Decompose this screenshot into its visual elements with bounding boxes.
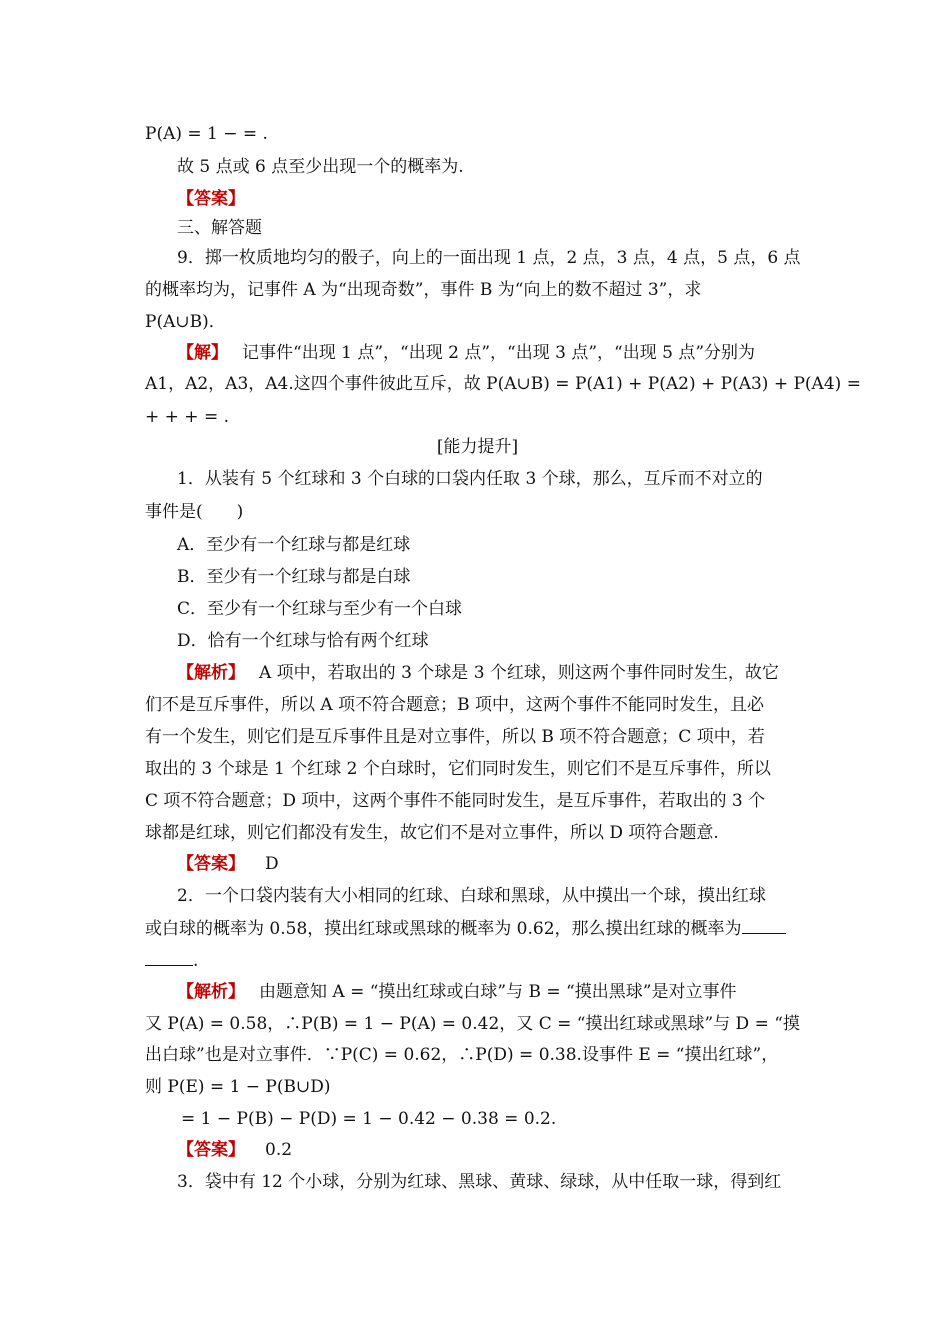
text: 记事件“出现 1 点”，“出现 2 点”，“出现 3 点”，“出现 5 点”分别为 xyxy=(242,343,756,363)
option-c xyxy=(177,598,810,620)
text: 9．掷一枚质地均匀的骰子，向上的一面出现 1 点，2 点，3 点，4 点，5 点，6 点 xyxy=(177,248,801,268)
question-2-line-1 xyxy=(177,885,810,907)
text: [能力提升] xyxy=(436,437,519,457)
question-2-line-3 xyxy=(145,949,810,972)
text: D．恰有一个红球与恰有两个红球 xyxy=(177,631,429,651)
text: 的概率均为，记事件 A 为“出现奇数”，事件 B 为“向上的数不超过 3”，求 xyxy=(145,280,702,300)
option-d xyxy=(177,630,810,652)
text: 故 5 点或 6 点至少出现一个的概率为. xyxy=(177,157,464,177)
text: C．至少有一个红球与至少有一个白球 xyxy=(177,599,463,619)
solution-line-1 xyxy=(177,342,810,364)
answer-blank xyxy=(742,917,786,934)
solution-line-3 xyxy=(145,406,810,428)
analysis-line-3 xyxy=(145,726,810,748)
text: 3．袋中有 12 个小球，分别为红球、黑球、黄球、绿球，从中任取一球，得到红 xyxy=(177,1172,782,1192)
text: 取出的 3 个球是 1 个红球 2 个白球时，它们同时发生，则它们不是互斥事件，所以 xyxy=(145,759,771,779)
solution-tag: 【解】 xyxy=(177,343,228,363)
text: 2．一个口袋内装有大小相同的红球、白球和黑球，从中摸出一个球，摸出红球 xyxy=(177,886,766,906)
question-1-line-2 xyxy=(145,501,810,523)
formula-line xyxy=(145,123,810,145)
analysis-tag: 【解析】 xyxy=(177,982,245,1002)
answer-value: 0.2 xyxy=(265,1140,293,1160)
text: A．至少有一个红球与都是红球 xyxy=(177,535,411,555)
text: C 项不符合题意；D 项中，这两个事件不能同时发生，是互斥事件，若取出的 3 个 xyxy=(145,791,766,811)
text: P(A) = 1 − = . xyxy=(145,124,268,144)
text: 事件是( ) xyxy=(145,502,244,522)
text-line xyxy=(177,156,810,178)
solution-line-2 xyxy=(145,373,861,395)
analysis-2-line-5 xyxy=(181,1108,810,1130)
text: 由题意知 A = “摸出红球或白球”与 B = “摸出黑球”是对立事件 xyxy=(259,982,737,1002)
answer-line xyxy=(177,853,810,875)
analysis-tag: 【解析】 xyxy=(177,663,245,683)
text: 三、解答题 xyxy=(177,218,262,238)
question-9-line-3 xyxy=(145,311,810,333)
text: 又 P(A) = 0.58，∴P(B) = 1 − P(A) = 0.42，又 C = “摸出红球或黑球”与 D = “摸 xyxy=(145,1014,800,1034)
answer-tag-line xyxy=(177,188,810,210)
answer-tag: 【答案】 xyxy=(177,1140,245,1160)
text: + + + = . xyxy=(145,407,229,427)
question-2-line-2 xyxy=(145,917,810,940)
analysis-line-1 xyxy=(177,662,810,684)
text: 1．从装有 5 个红球和 3 个白球的口袋内任取 3 个球，那么，互斥而不对立的 xyxy=(177,469,763,489)
option-a xyxy=(177,534,810,556)
option-b xyxy=(177,566,810,588)
analysis-line-4 xyxy=(145,758,810,780)
analysis-line-5 xyxy=(145,790,810,812)
text: 有一个发生，则它们是互斥事件且是对立事件，所以 B 项不符合题意；C 项中，若 xyxy=(145,727,765,747)
text: 们不是互斥事件，所以 A 项不符合题意；B 项中，这两个事件不能同时发生，且必 xyxy=(145,695,764,715)
text: . xyxy=(193,951,199,971)
text: B．至少有一个红球与都是白球 xyxy=(177,567,411,587)
answer-tag: 【答案】 xyxy=(177,189,245,209)
analysis-line-6 xyxy=(145,822,810,844)
question-3-line-1 xyxy=(177,1171,810,1193)
analysis-2-line-3 xyxy=(145,1044,810,1066)
question-9-line-1 xyxy=(177,247,810,269)
text: 出白球”也是对立事件．∵P(C) = 0.62，∴P(D) = 0.38.设事件 E = “摸出红球”， xyxy=(145,1045,779,1065)
text: A1，A2，A3，A4.这四个事件彼此互斥，故 P(A∪B) = P(A1) + P(A2) + P(A3) + P(A4) = xyxy=(145,374,861,394)
text: 球都是红球，则它们都没有发生，故它们不是对立事件，所以 D 项符合题意. xyxy=(145,823,719,843)
analysis-2-line-2 xyxy=(145,1013,810,1035)
text: 或白球的概率为 0.58，摸出红球或黑球的概率为 0.62，那么摸出红球的概率为 xyxy=(145,919,742,939)
answer-tag: 【答案】 xyxy=(177,854,245,874)
analysis-2-line-1 xyxy=(177,981,810,1003)
answer-2-line xyxy=(177,1139,810,1161)
text: = 1 − P(B) − P(D) = 1 − 0.42 − 0.38 = 0.2. xyxy=(181,1109,557,1129)
answer-value: D xyxy=(265,854,279,874)
text: P(A∪B)． xyxy=(145,312,226,332)
answer-blank xyxy=(145,949,193,966)
analysis-line-2 xyxy=(145,694,810,716)
text: 则 P(E) = 1 − P(B∪D) xyxy=(145,1077,331,1097)
section-title xyxy=(145,436,810,458)
question-9-line-2 xyxy=(145,279,810,301)
section-heading xyxy=(177,217,810,239)
text: A 项中，若取出的 3 个球是 3 个红球，则这两个事件同时发生，故它 xyxy=(259,663,779,683)
analysis-2-line-4 xyxy=(145,1076,810,1098)
question-1-line-1 xyxy=(177,468,810,490)
